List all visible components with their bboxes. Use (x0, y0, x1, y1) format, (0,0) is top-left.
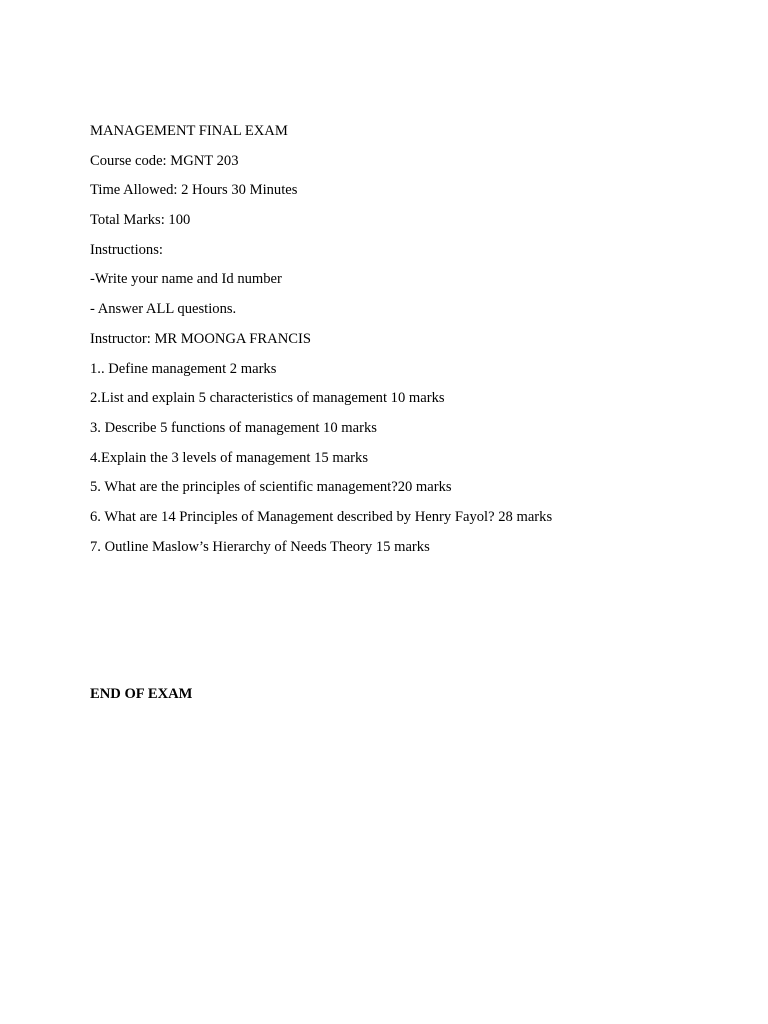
question-item: 2.List and explain 5 characteristics of management 10 marks (90, 390, 445, 407)
exam-title: MANAGEMENT FINAL EXAM (90, 123, 288, 139)
exam-body (90, 121, 710, 566)
time-allowed: Time Allowed: 2 Hours 30 Minutes (90, 182, 298, 199)
total-marks: Total Marks: 100 (90, 212, 191, 229)
question-item: 5. What are the principles of scientific management?20 marks (90, 479, 452, 496)
instructions-heading: Instructions: (90, 241, 163, 258)
question-item: 7. Outline Maslow’s Hierarchy of Needs Theory 15 marks (90, 538, 430, 555)
end-of-exam: END OF EXAM (90, 686, 193, 702)
instruction-item: -Write your name and Id number (90, 271, 282, 288)
question-item: 3. Describe 5 functions of management 10 marks (90, 419, 377, 436)
question-item: 4.Explain the 3 levels of management 15 marks (90, 449, 369, 466)
instructor-name: Instructor: MR MOONGA FRANCIS (90, 330, 311, 347)
instruction-item: - Answer ALL questions. (90, 301, 237, 318)
question-item: 6. What are 14 Principles of Management described by Henry Fayol? 28 marks (90, 508, 553, 525)
question-item: 1.. Define management 2 marks (90, 360, 277, 377)
course-code: Course code: MGNT 203 (90, 152, 239, 169)
